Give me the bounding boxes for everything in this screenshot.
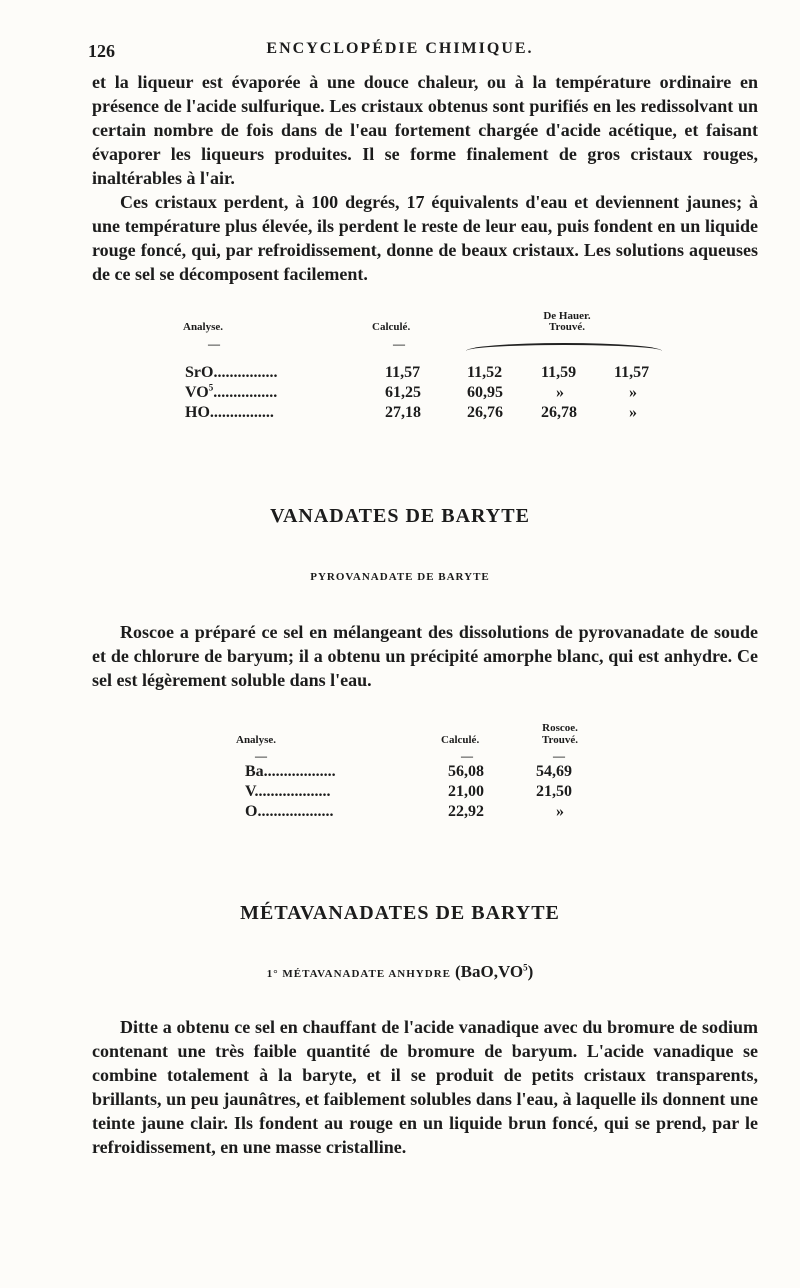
table1-row-label: $VO^5$................ <box>185 382 278 401</box>
table1-row-value: 11,59 <box>541 364 577 381</box>
table1-row-calc: 11,57 <box>385 364 421 381</box>
table1-col-calcule: Calculé. <box>372 321 411 333</box>
section-title-metavanadates: MÉTAVANADATES DE BARYTE <box>240 902 560 924</box>
table2-dash-analyse: — <box>255 749 267 763</box>
paragraph-4-text: Ditte a obtenu ce sel en chauffant de l'acide vanadique avec du bromure de sodium contenant une très faible quantité de bromure de baryum. L'acide vanadique se combine totalement à la baryte, et il se produit de petits cristaux transparents, brillants, un peu jaunâtres, et faiblement solubles dans l'eau, à laquelle ils donnent une teinte jaune clair. Ils fondent au rouge en un liquide brun foncé, qui se prend, par le refroidissement, en une masse cristalline. <box>92 1017 758 1157</box>
table2-row-value: 21,50 <box>536 783 572 800</box>
table1-row-value: » <box>629 384 637 401</box>
table1-row-value: 60,95 <box>467 384 503 401</box>
table1-row-value: » <box>629 404 637 421</box>
paragraph-3 <box>92 620 758 692</box>
table1-col-trouve: Trouvé. <box>549 321 585 333</box>
table1-dash-analyse: — <box>208 337 220 351</box>
paragraph-1-text: et la liqueur est évaporée à une douce chaleur, ou à la température ordinaire en présence de l'acide sulfurique. Les cristaux obtenus sont purifiés en les redissolvant un certain nombre de fois dans de l'eau fortement chargée d'acide acétique, et faisant évaporer les liqueurs produites. Il se forme finalement de gros cristaux rouges, inaltérables à l'air. <box>92 72 758 188</box>
table2-col-source: Roscoe. <box>542 722 578 734</box>
paragraph-2-text: Ces cristaux perdent, à 100 degrés, 17 équivalents d'eau et deviennent jaunes; à une température plus élevée, ils perdent le reste de leur eau, puis fondent en un liquide rouge foncé, qui, par refroidissement, donne de beaux cristaux. Les solutions aqueuses de ce sel se décomposent facilement. <box>92 192 758 284</box>
table1-row-calc: 27,18 <box>385 404 421 421</box>
paragraph-4 <box>92 1015 758 1159</box>
section-subtitle-metavanadate <box>0 962 800 982</box>
table1-col-analyse: Analyse. <box>183 321 224 333</box>
table1-row-value: 26,76 <box>467 404 503 421</box>
table1-row-label: SrO................ <box>185 364 278 381</box>
subtitle-prefix: 1° MÉTAVANADATE ANHYDRE <box>266 968 451 980</box>
table1-row-value: 11,52 <box>467 364 503 381</box>
table2-col-analyse: Analyse. <box>236 734 277 746</box>
table2-row-value: » <box>556 803 564 820</box>
table2-row-value: 54,69 <box>536 763 572 780</box>
section-title-vanadates: VANADATES DE BARYTE <box>270 505 530 527</box>
table1-row-value: 26,78 <box>541 404 577 421</box>
table1-brace <box>466 343 662 353</box>
section-subtitle-pyrovanadate: PYROVANADATE DE BARYTE <box>310 571 490 583</box>
table1-row-value: » <box>556 384 564 401</box>
running-title: ENCYCLOPÉDIE CHIMIQUE. <box>266 40 534 57</box>
paragraph-3-text: Roscoe a préparé ce sel en mélangeant des dissolutions de pyrovanadate de soude et de chlorure de baryum; il a obtenu un précipité amorphe blanc, qui est anhydre. Ce sel est légèrement soluble dans l'eau. <box>92 622 758 690</box>
page-number: 126 <box>88 41 115 61</box>
subtitle-formula: $(BaO,VO^5)$ <box>454 962 534 981</box>
table2-row-label: O................... <box>245 803 334 820</box>
table2-col-calcule: Calculé. <box>441 734 480 746</box>
table2-row-label: V................... <box>245 783 331 800</box>
table2-row-calc: 56,08 <box>448 763 484 780</box>
table1-col-source: De Hauer. <box>543 310 591 322</box>
table1-dash-calcule: — <box>393 337 405 351</box>
table2-row-label: Ba.................. <box>245 763 336 780</box>
table1-row-calc: 61,25 <box>385 384 421 401</box>
table2-row-calc: 22,92 <box>448 803 484 820</box>
paragraph-1 <box>92 70 758 286</box>
table1-row-label: HO................ <box>185 404 274 421</box>
table2-dash-calcule: — <box>461 749 473 763</box>
table2-dash-trouve: — <box>553 749 565 763</box>
table1-row-value: 11,57 <box>614 364 650 381</box>
table2-row-calc: 21,00 <box>448 783 484 800</box>
table2-col-trouve: Trouvé. <box>542 734 578 746</box>
